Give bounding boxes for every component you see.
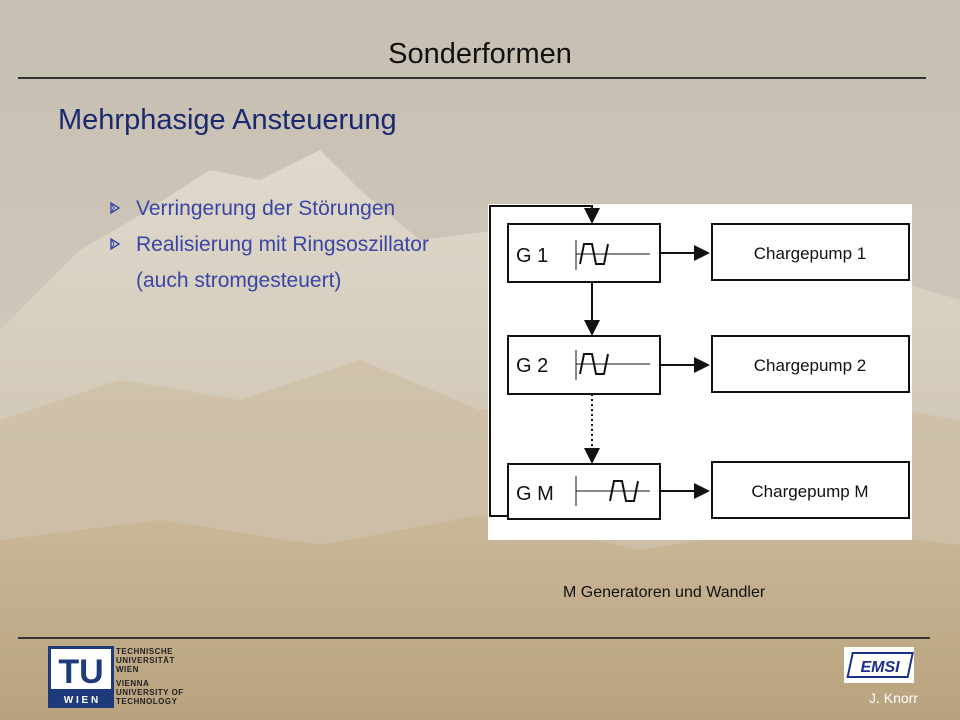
tu-logo-letters: TU (58, 653, 104, 691)
bullet-list (108, 196, 438, 294)
university-line: TECHNISCHE (116, 647, 174, 656)
chargepump-label-m: Chargepump M (751, 482, 869, 501)
emsi-logo (844, 647, 914, 683)
footer-divider (18, 637, 930, 639)
emsi-logo-text: EMSI (860, 659, 900, 676)
university-line: UNIVERSITY OF (116, 688, 184, 697)
generator-label-1: G 1 (516, 245, 549, 267)
bullet-item (108, 196, 438, 222)
diagram-caption: M Generatoren und Wandler (563, 584, 766, 601)
ring-oscillator-diagram (488, 204, 912, 540)
section-subtitle: Mehrphasige Ansteuerung (58, 104, 397, 136)
tu-logo-subtext: W I E N (63, 695, 99, 706)
arrow-bullet-icon (108, 237, 122, 251)
university-line: UNIVERSITÄT (116, 656, 175, 665)
university-line: VIENNA (116, 679, 150, 688)
arrow-bullet-icon (108, 201, 122, 215)
university-line: WIEN (116, 665, 139, 674)
chargepump-label-1: Chargepump 1 (753, 244, 867, 263)
university-line: TECHNOLOGY (116, 697, 178, 706)
author-name: J. Knorr (868, 690, 918, 706)
generator-label-m: G M (516, 483, 554, 505)
bullet-text: Verringerung der Störungen (136, 197, 396, 220)
chargepump-label-2: Chargepump 2 (753, 356, 867, 375)
bullet-text: Realisierung mit Ringsoszillator (136, 233, 429, 256)
bullet-item (108, 232, 438, 258)
generator-label-2: G 2 (516, 355, 549, 377)
title-divider (18, 77, 926, 79)
bullet-continuation: (auch stromgesteuert) (136, 269, 342, 292)
slide-title: Sonderformen (388, 38, 572, 70)
